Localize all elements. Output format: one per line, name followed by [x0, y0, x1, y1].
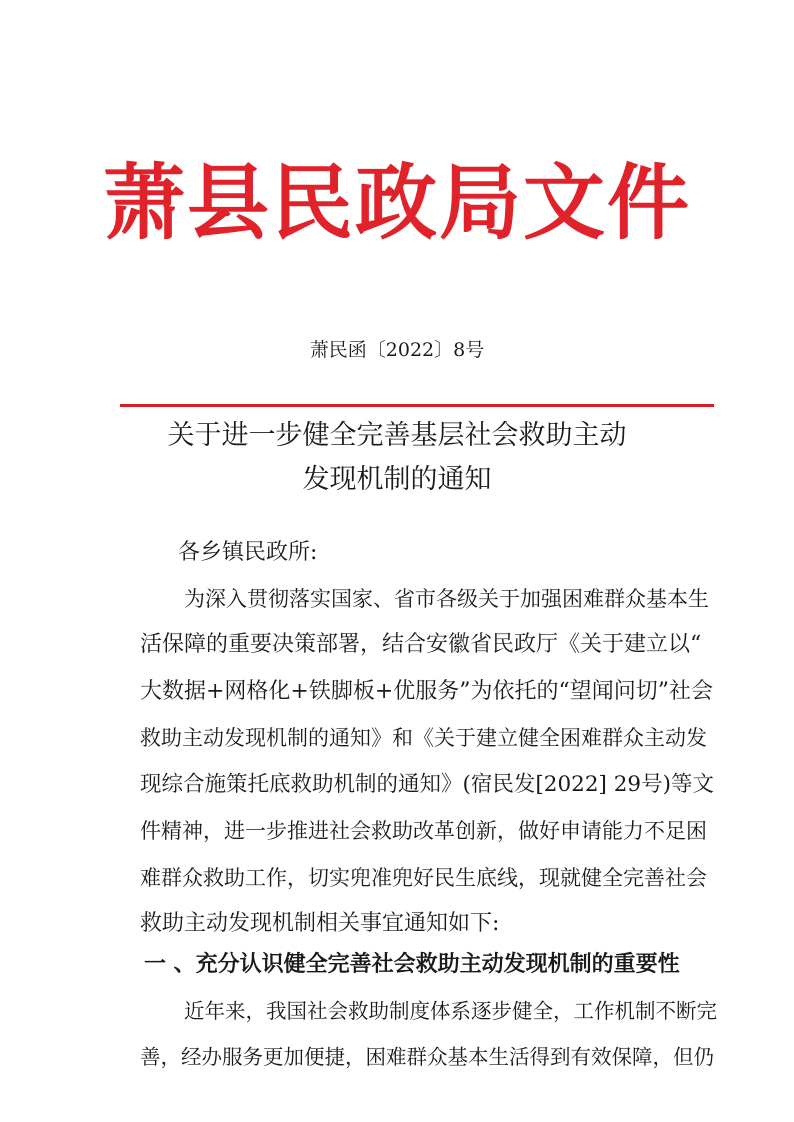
- salutation: 各乡镇民政所:: [178, 540, 318, 565]
- document-title: [0, 414, 794, 502]
- section-heading: 一 、充分认识健全完善社会救助主动发现机制的重要性: [144, 952, 680, 977]
- red-divider-line: [120, 404, 714, 407]
- section-line: 善，经办服务更加便捷，困难群众基本生活得到有效保障，但仍: [140, 1045, 714, 1069]
- document-number: 萧民函〔2022〕8号: [309, 339, 485, 361]
- body-line: 现综合施策托底救助机制的通知》(宿民发[2022] 29号)等文: [140, 772, 714, 797]
- body-line: 救助主动发现机制的通知》和《关于建立健全困难群众主动发: [140, 726, 707, 750]
- body-line: 活保障的重要决策部署，结合安徽省民政厅《关于建立以“: [140, 632, 702, 657]
- body-line: 大数据+网格化+铁脚板+优服务”为依托的“望闻问切”社会: [140, 679, 714, 704]
- body-line: 救助主动发现机制相关事宜通知如下:: [140, 911, 500, 936]
- title-line-2: 发现机制的通知: [302, 464, 492, 495]
- body-line: 为深入贯彻落实国家、省市各级关于加强困难群众基本生: [184, 587, 709, 611]
- title-line-1: 关于进一步健全完善基层社会救助主动: [167, 420, 627, 451]
- section-line: 近年来，我国社会救助制度体系逐步健全，工作机制不断完: [184, 999, 717, 1023]
- body-line: 件精神，进一步推进社会救助改革创新，做好申请能力不足困: [140, 819, 707, 843]
- body-line: 难群众救助工作，切实兜准兜好民生底线，现就健全完善社会: [140, 866, 707, 890]
- masthead: 萧县民政局文件: [102, 155, 691, 251]
